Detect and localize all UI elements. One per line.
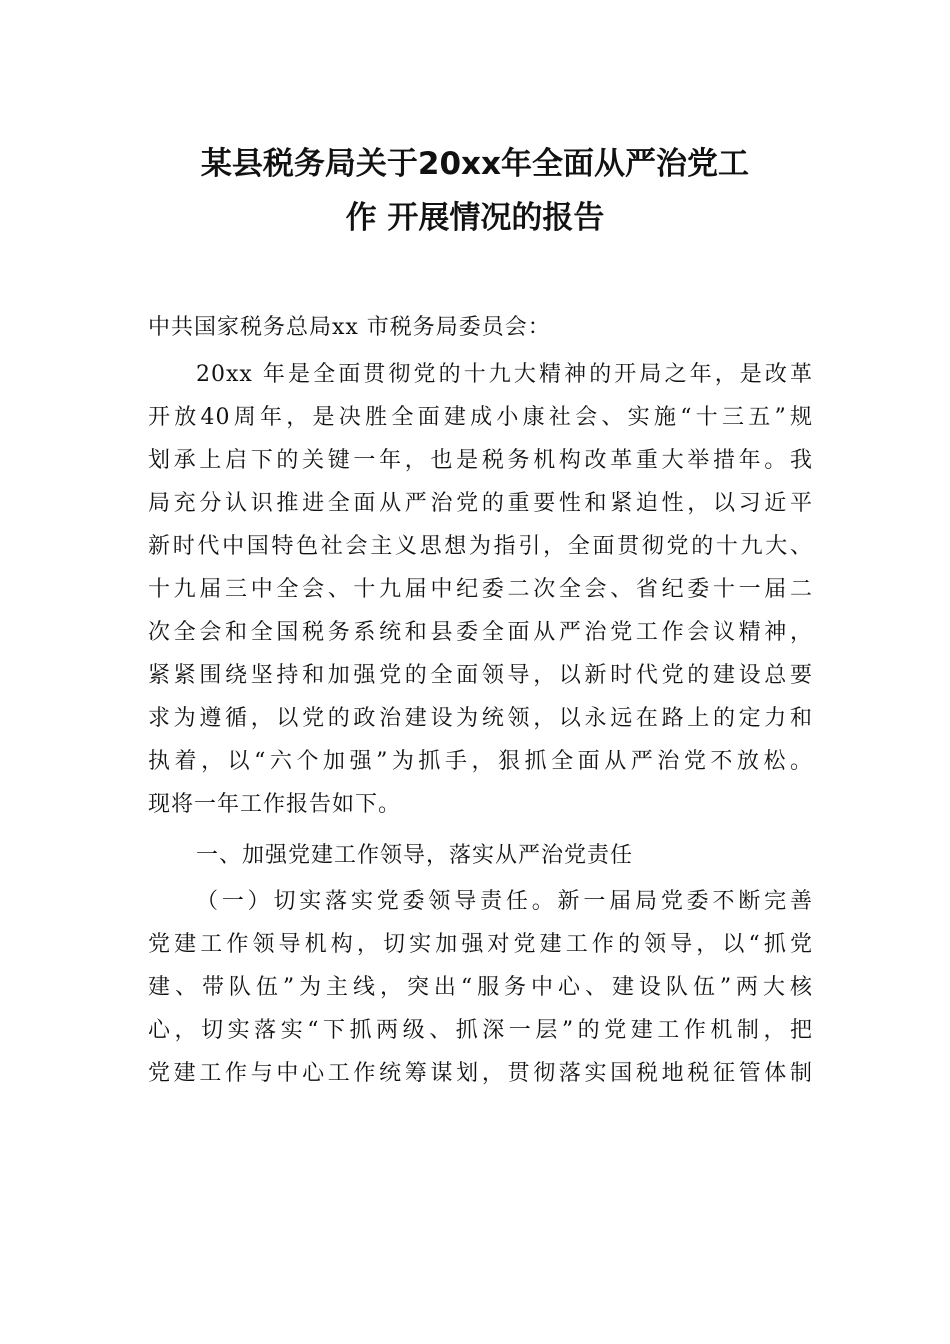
paragraph-line: （一）切实落实党委领导责任。新一届局党委不断完善 (196, 889, 813, 914)
paragraph-line: 十九届三中全会、十九届中纪委二次全会、省纪委十一届二 (148, 577, 813, 602)
salutation: 中共国家税务总局xx 市税务局委员会： (148, 315, 551, 340)
paragraph-line: 新时代中国特色社会主义思想为指引，全面贯彻党的十九大、 (148, 534, 813, 559)
paragraph-line: 紧紧围绕坚持和加强党的全面领导，以新时代党的建设总要 (148, 663, 813, 688)
paragraph-line: 次全会和全国税务系统和县委全面从严治党工作会议精神， (148, 620, 813, 645)
paragraph-line: 局充分认识推进全面从严治党的重要性和紧迫性，以习近平 (148, 491, 813, 516)
paragraph-line: 党建工作与中心工作统筹谋划，贯彻落实国税地税征管体制 (148, 1061, 813, 1086)
document-title-line-2: 作 开展情况的报告 (345, 200, 605, 236)
paragraph-line: 划承上启下的关键一年，也是税务机构改革重大举措年。我 (148, 448, 813, 473)
paragraph-line: 执着，以“六个加强”为抓手，狠抓全面从严治党不放松。 (148, 749, 813, 774)
paragraph-line: 现将一年工作报告如下。 (148, 792, 402, 817)
section-heading: 一、加强党建工作领导，落实从严治党责任 (196, 843, 634, 868)
paragraph-line: 建、带队伍”为主线，突出“服务中心、建设队伍”两大核 (148, 975, 813, 1000)
paragraph-line: 心，切实落实“下抓两级、抓深一层”的党建工作机制，把 (148, 1018, 813, 1043)
paragraph-line: 求为遵循，以党的政治建设为统领，以永远在路上的定力和 (148, 706, 813, 731)
paragraph-line: 党建工作领导机构，切实加强对党建工作的领导，以“抓党 (148, 932, 813, 957)
paragraph-line: 开放40周年，是决胜全面建成小康社会、实施“十三五”规 (148, 405, 813, 430)
paragraph-line: 20xx 年是全面贯彻党的十九大精神的开局之年，是改革 (196, 362, 813, 387)
document-title-line-1: 某县税务局关于20xx年全面从严治党工 (200, 146, 750, 182)
